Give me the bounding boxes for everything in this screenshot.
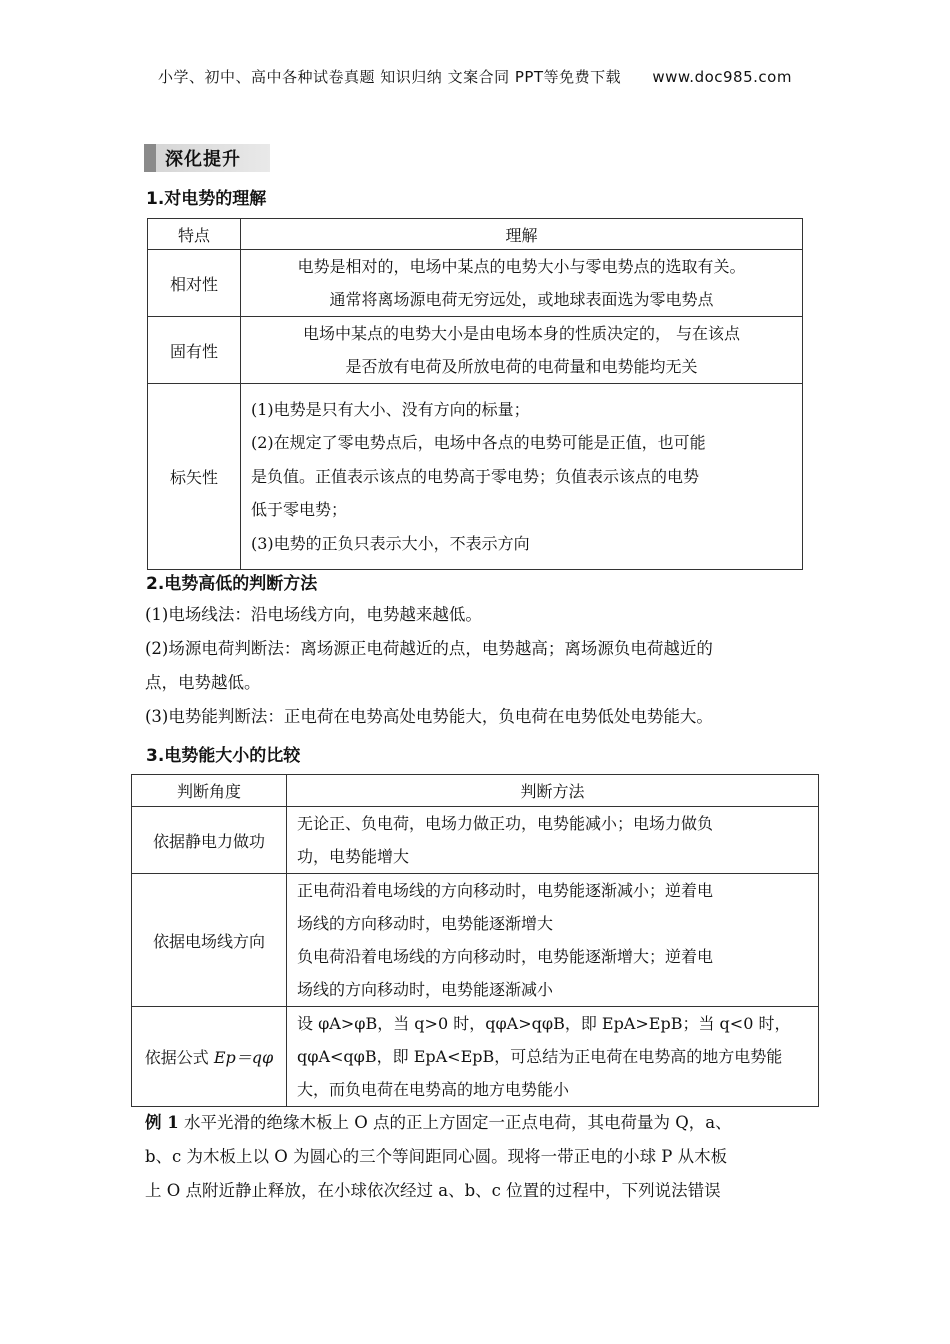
example-line: b、c 为木板上以 O 为圆心的三个等间距同心圆。现将一带正电的小球 P 从木板 xyxy=(145,1147,728,1166)
header-text: 小学、初中、高中各种试卷真题 知识归纳 文案合同 PPT等免费下载 xyxy=(158,68,622,86)
row-label: 依据电场线方向 xyxy=(132,874,287,1007)
table-potential-understanding xyxy=(147,218,803,570)
row-text: 大，而负电荷在电势高的地方电势能小 xyxy=(297,1080,570,1099)
row-label: 标矢性 xyxy=(148,384,241,570)
row-text: 场线的方向移动时，电势能逐渐减小 xyxy=(297,980,554,999)
para-line: 点，电势越低。 xyxy=(145,673,261,692)
table-header: 特点 xyxy=(148,219,241,250)
table-row xyxy=(148,250,803,317)
table-header: 判断角度 xyxy=(132,775,287,807)
label-prefix: 依据公式 xyxy=(144,1048,209,1067)
example-paragraph xyxy=(145,1106,815,1208)
row-text: 无论正、负电荷，电场力做正功，电势能减小；电场力做负 xyxy=(297,814,714,833)
row-text: 电场中某点的电势大小是由电场本身的性质决定的， 与在该点 xyxy=(302,324,741,343)
example-line: 上 O 点附近静止释放，在小球依次经过 a、b、c 位置的过程中，下列说法错误 xyxy=(145,1181,721,1200)
label-formula: Ep＝qφ xyxy=(213,1048,274,1067)
example-text: 水平光滑的绝缘木板上 O 点的正上方固定一正点电荷，其电荷量为 Q，a、 xyxy=(183,1113,732,1132)
example-line xyxy=(145,1106,815,1140)
table-row xyxy=(132,1007,819,1107)
table-row xyxy=(148,384,803,570)
heading-2: 2.电势高低的判断方法 xyxy=(146,574,318,594)
para-line: (1)电场线法：沿电场线方向，电势越来越低。 xyxy=(145,605,482,624)
table-row xyxy=(148,317,803,384)
row-text: 是负值。正值表示该点的电势高于零电势；负值表示该点的电势 xyxy=(251,466,700,486)
row-text: 正电荷沿着电场线的方向移动时，电势能逐渐减小；逆着电 xyxy=(297,881,714,900)
row-label: 相对性 xyxy=(148,250,241,317)
row-text: 场线的方向移动时，电势能逐渐增大 xyxy=(297,914,554,933)
row-label: 依据静电力做功 xyxy=(132,807,287,874)
row-text: 低于零电势； xyxy=(251,500,348,520)
row-text: (3)电势的正负只表示大小，不表示方向 xyxy=(251,533,530,553)
row-label: 固有性 xyxy=(148,317,241,384)
section-banner xyxy=(144,144,270,172)
banner-bar xyxy=(144,144,156,172)
heading-1: 1.对电势的理解 xyxy=(146,189,267,209)
row-label-formula xyxy=(132,1007,287,1107)
row-text: 功，电势能增大 xyxy=(297,847,410,866)
row-text: 设 φA>φB，当 q>0 时，qφA>qφB，即 EpA>EpB；当 q<0 时， xyxy=(297,1014,791,1033)
para-line: (3)电势能判断法：正电荷在电势高处电势能大，负电荷在电势低处电势能大。 xyxy=(145,707,713,726)
page-header xyxy=(0,66,950,87)
table-energy-comparison xyxy=(131,774,819,1107)
table-row xyxy=(132,807,819,874)
row-text: (2)在规定了零电势点后，电场中各点的电势可能是正值，也可能 xyxy=(251,433,706,453)
row-text: qφA<qφB，即 EpA<EpB，可总结为正电荷在电势高的地方电势能 xyxy=(297,1047,783,1066)
row-text: 是否放有电荷及所放电荷的电荷量和电势能均无关 xyxy=(345,357,698,376)
judgment-paragraph xyxy=(145,598,810,734)
row-text: 负电荷沿着电场线的方向移动时，电势能逐渐增大；逆着电 xyxy=(297,947,714,966)
example-label: 例 1 xyxy=(145,1113,179,1132)
table-header: 理解 xyxy=(241,219,803,250)
heading-3: 3.电势能大小的比较 xyxy=(146,746,301,766)
table-header: 判断方法 xyxy=(287,775,819,807)
row-text: (1)电势是只有大小、没有方向的标量； xyxy=(251,399,530,419)
section-title: 深化提升 xyxy=(165,149,241,170)
table-row xyxy=(132,874,819,1007)
header-site: www.doc985.com xyxy=(652,68,792,86)
row-text: 通常将离场源电荷无穷远处，或地球表面选为零电势点 xyxy=(329,290,714,309)
para-line: (2)场源电荷判断法：离场源正电荷越近的点，电势越高；离场源负电荷越近的 xyxy=(145,639,713,658)
row-text: 电势是相对的，电场中某点的电势大小与零电势点的选取有关。 xyxy=(297,257,746,276)
